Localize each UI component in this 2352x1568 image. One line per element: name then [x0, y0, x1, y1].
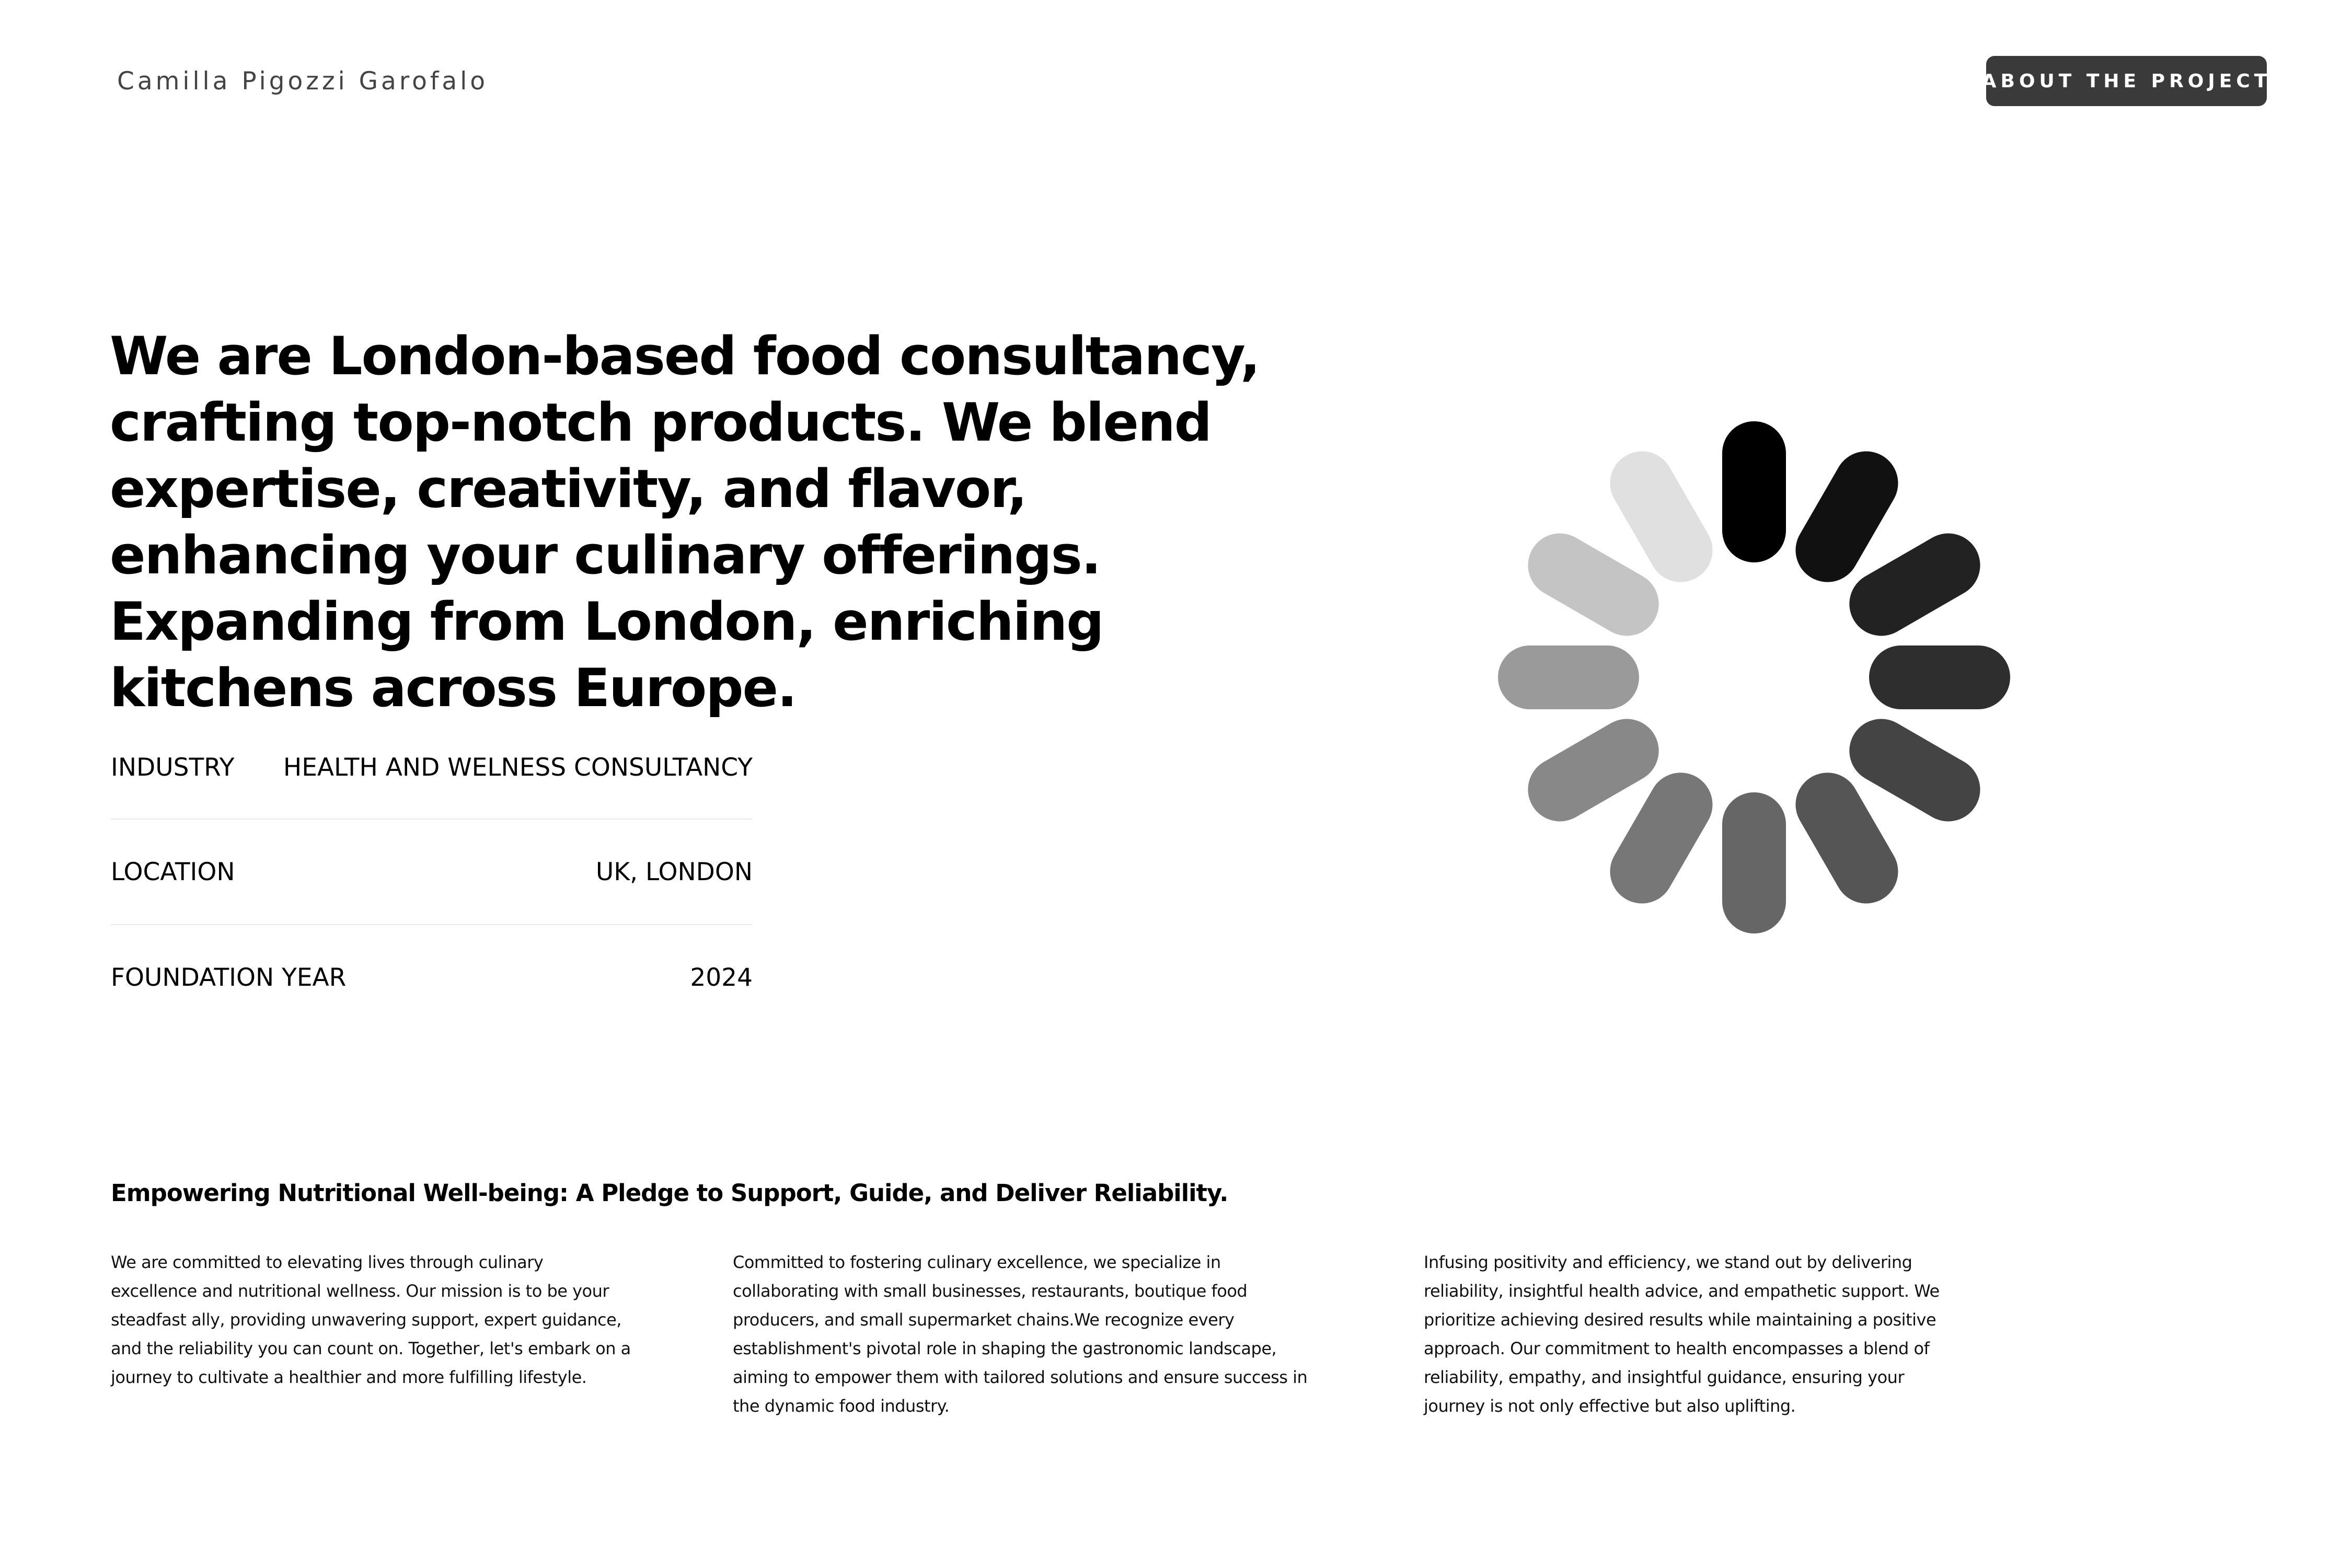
details-row-industry: [111, 742, 753, 818]
mission-paragraph-2: Committed to fostering culinary excellence, we specialize in collaborating with small businesses, restaurants, boutique food producers, and small supermarket chains.We recognize every establishment's pivotal role in shaping the gastronomic landscape, aiming to empower them with tailored solutions and ensure success in the dynamic food industry.: [733, 1252, 1308, 1416]
details-value: UK, LONDON: [595, 857, 753, 886]
hero-headline: We are London-based food consultancy, crafting top-notch products. We blend expertise, creativity, and flavor, enhancing your culinary offerings. Expanding from London, enriching kitchens across Europe.: [110, 325, 1260, 719]
spinner-spoke-7: [1722, 792, 1786, 933]
mission-paragraph-3: Infusing positivity and efficiency, we stand out by delivering reliability, insightful health advice, and empathetic support. We prioritize achieving desired results while maintaining a positive approach. Our commitment to health encompasses a blend of reliability, empathy, and insightful guidance, ensuring your journey is not only effective but also uplifting.: [1424, 1252, 1940, 1416]
details-row-location: [111, 818, 753, 924]
details-row-foundation-year: [111, 924, 753, 1030]
details-value: HEALTH AND WELNESS CONSULTANCY: [283, 753, 753, 782]
spinner-spoke-10: [1498, 645, 1639, 709]
loading-spinner-icon: [1430, 353, 2078, 1001]
details-label: LOCATION: [111, 857, 235, 886]
details-label: INDUSTRY: [111, 753, 235, 782]
section-title: Empowering Nutritional Well-being: A Pledge to Support, Guide, and Deliver Reliability.: [111, 1179, 1228, 1207]
about-the-project-button[interactable]: ABOUT THE PROJECT: [1986, 56, 2267, 106]
details-label: FOUNDATION YEAR: [111, 963, 347, 992]
project-details-table: [111, 742, 753, 1030]
spinner-spoke-1: [1722, 421, 1786, 562]
details-value: 2024: [690, 963, 753, 992]
brand-name[interactable]: Camilla Pigozzi Garofalo: [117, 67, 489, 96]
spinner-spoke-4: [1869, 645, 2010, 709]
mission-paragraph-1: We are committed to elevating lives through culinary excellence and nutritional wellness. Our mission is to be your steadfast ally, providing unwavering support, expert guidance, and the reliability you can count on. Together, let's embark on a journey to cultivate a healthier and more fulfilling lifestyle.: [111, 1252, 631, 1387]
